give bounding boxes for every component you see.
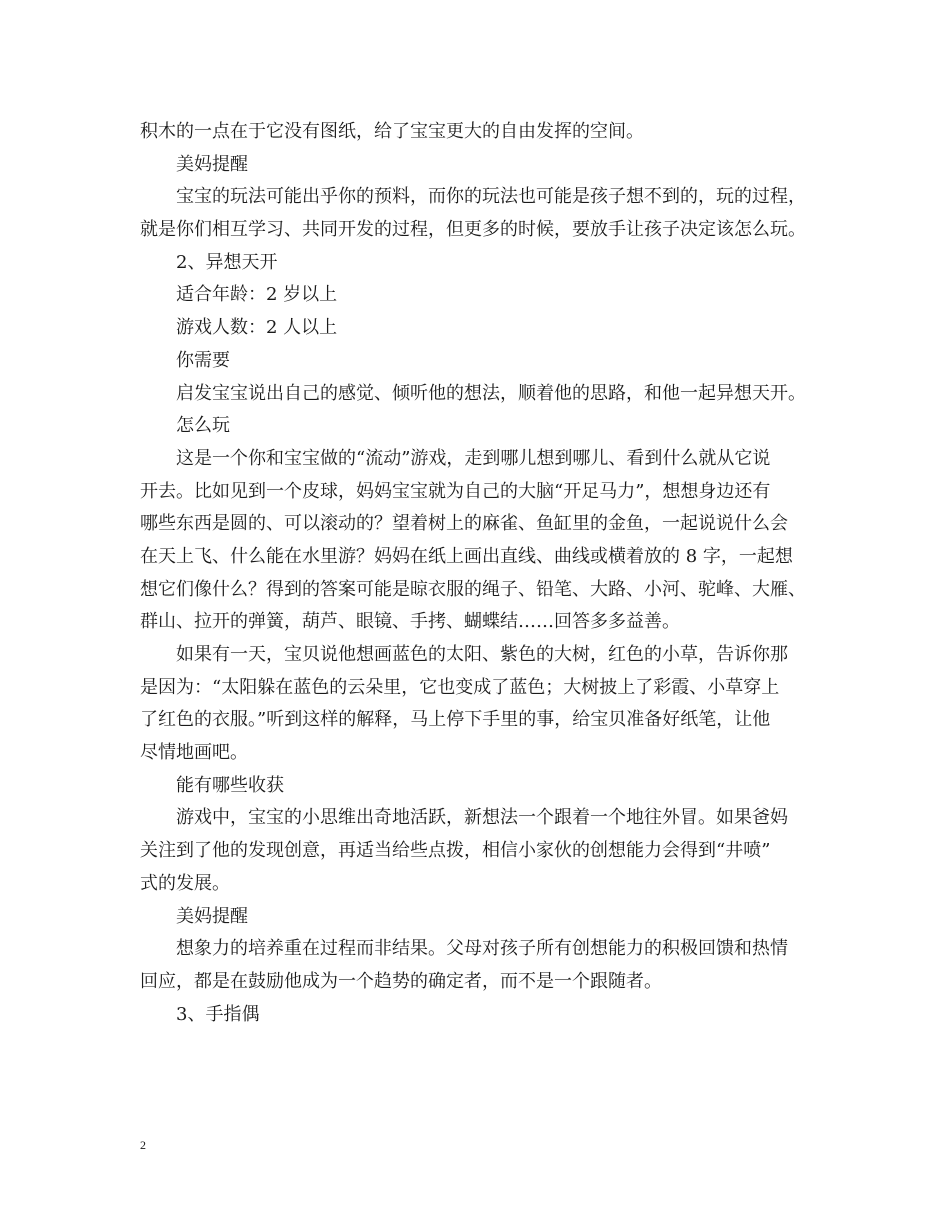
text-line: 在天上飞、什么能在水里游？妈妈在纸上画出直线、曲线或横着放的 8 字，一起想 (140, 545, 793, 567)
text-line: 群山、拉开的弹簧，葫芦、眼镜、手拷、蝴蝶结……回答多多益善。 (140, 611, 680, 633)
text-line: 想它们像什么？得到的答案可能是晾衣服的绳子、铅笔、大路、小河、驼峰、大雁、 (140, 578, 806, 600)
text-line: 游戏中，宝宝的小思维出奇地活跃，新想法一个跟着一个地往外冒。如果爸妈 (176, 807, 788, 829)
text-line: 启发宝宝说出自己的感觉、倾听他的想法，顺着他的思路，和他一起异想天开。 (176, 382, 806, 404)
text-line: 适合年龄：2 岁以上 (176, 284, 338, 306)
text-line: 美妈提醒 (176, 905, 248, 927)
text-line: 2、异想天开 (176, 251, 278, 273)
text-line: 回应，都是在鼓励他成为一个趋势的确定者，而不是一个跟随者。 (140, 970, 662, 992)
text-line: 如果有一天，宝贝说他想画蓝色的太阳、紫色的大树，红色的小草，告诉你那 (176, 644, 788, 665)
text-line: 这是一个你和宝宝做的“流动”游戏，走到哪儿想到哪儿、看到什么就从它说 (176, 447, 771, 469)
text-line: 开去。比如见到一个皮球，妈妈宝宝就为自己的大脑“开足马力”，想想身边还有 (140, 480, 771, 502)
text-line: 美妈提醒 (176, 153, 248, 175)
text-line: 就是你们相互学习、共同开发的过程，但更多的时候，要放手让孩子决定该怎么玩。 (140, 219, 806, 241)
text-line: 3、手指偶 (176, 1003, 260, 1025)
text-line: 怎么玩 (176, 415, 230, 437)
text-line: 宝宝的玩法可能出乎你的预料，而你的玩法也可能是孩子想不到的，玩的过程， (176, 186, 806, 208)
text-line: 游戏人数：2 人以上 (176, 317, 338, 339)
text-line: 积木的一点在于它没有图纸，给了宝宝更大的自由发挥的空间。 (140, 121, 644, 142)
text-line: 尽情地画吧。 (140, 742, 248, 764)
text-line: 是因为：“太阳躲在蓝色的云朵里，它也变成了蓝色；大树披上了彩霞、小草穿上 (140, 676, 780, 698)
page-number: 2 (140, 1138, 146, 1152)
text-line: 关注到了他的发现创意，再适当给些点拨，相信小家伙的创想能力会得到“井喷” (140, 840, 771, 862)
text-line: 能有哪些收获 (176, 774, 284, 796)
text-line: 你需要 (176, 349, 230, 371)
text-line: 式的发展。 (140, 872, 230, 894)
text-line: 哪些东西是圆的、可以滚动的？望着树上的麻雀、鱼缸里的金鱼，一起说说什么会 (140, 513, 788, 535)
text-line: 了红色的衣服。”听到这样的解释，马上停下手里的事，给宝贝准备好纸笔，让他 (140, 709, 771, 731)
text-line: 想象力的培养重在过程而非结果。父母对孩子所有创想能力的积极回馈和热情 (176, 938, 788, 960)
document-body (140, 116, 820, 1031)
